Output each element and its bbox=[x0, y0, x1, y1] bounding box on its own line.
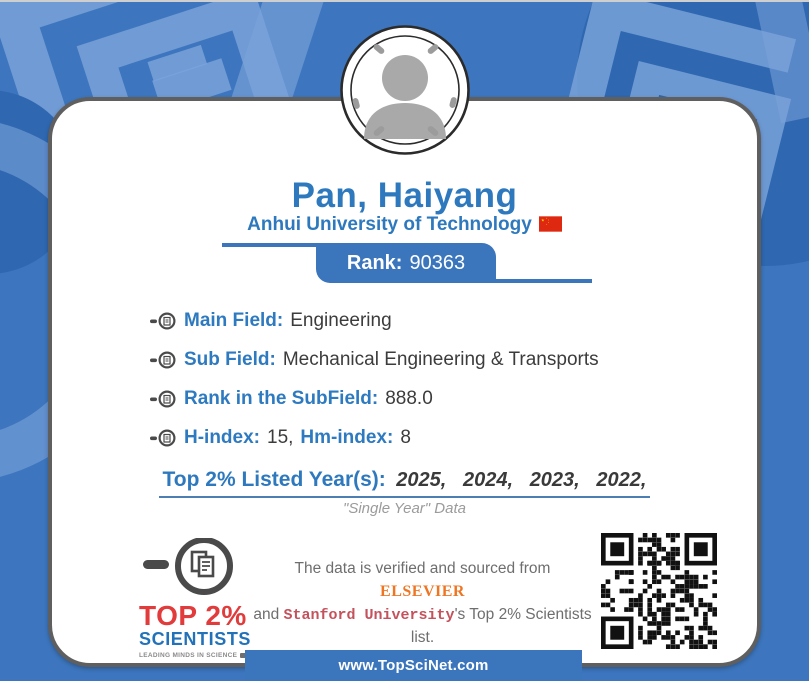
rank-label: Rank: bbox=[346, 251, 403, 274]
avatar bbox=[339, 24, 471, 156]
scientist-name: Pan, Haiyang bbox=[291, 176, 518, 215]
qr-code bbox=[601, 533, 717, 649]
field-value: 8 bbox=[400, 426, 411, 448]
doc-magnifier-icon bbox=[150, 350, 176, 370]
elsevier-brand: ELSEVIER bbox=[380, 583, 465, 601]
single-year-note: "Single Year" Data bbox=[343, 500, 466, 517]
verification-line-1: The data is verified and sourced from ELSEVIER bbox=[294, 560, 551, 601]
rank-ribbon-line-right bbox=[494, 279, 592, 283]
rank-value: 90363 bbox=[409, 251, 466, 274]
field-label: Hm-index: bbox=[300, 426, 394, 448]
field-label: Main Field: bbox=[184, 309, 284, 331]
institution-line bbox=[48, 214, 761, 236]
doc-magnifier-icon bbox=[150, 389, 176, 409]
person-icon bbox=[339, 24, 471, 156]
field-label: Rank in the SubField: bbox=[184, 387, 379, 409]
logo-tagline: LEADING MINDS IN SCIENCE bbox=[139, 652, 251, 659]
magnifier-documents-icon bbox=[141, 538, 241, 600]
listed-years-label: Top 2% Listed Year(s): bbox=[162, 468, 386, 491]
field-row-sub-field bbox=[150, 347, 599, 372]
field-row-subfield-rank bbox=[150, 386, 599, 411]
logo-scientists-text: SCIENTISTS bbox=[139, 629, 252, 649]
footer-bar bbox=[245, 650, 582, 681]
china-flag-icon bbox=[539, 216, 562, 232]
field-value: 888.0 bbox=[385, 387, 433, 409]
fields-list bbox=[150, 308, 599, 464]
stanford-brand: Stanford University bbox=[283, 606, 455, 624]
logo-top2-text: TOP 2% bbox=[139, 600, 247, 631]
top2-scientists-logo bbox=[139, 538, 251, 659]
institution-name: Anhui University of Technology bbox=[247, 214, 532, 235]
rank-ribbon-line-left bbox=[222, 243, 322, 247]
verification-text bbox=[250, 558, 595, 649]
verification-line-2: and Stanford University's Top 2% Scientists list. bbox=[253, 605, 592, 646]
doc-magnifier-icon bbox=[150, 428, 176, 448]
top-edge-strip bbox=[0, 0, 809, 2]
website-url: www.TopSciNet.com bbox=[338, 657, 489, 674]
field-row-main-field bbox=[150, 308, 599, 333]
field-value: Engineering bbox=[290, 309, 392, 331]
listed-years bbox=[48, 468, 761, 498]
field-label: H-index: bbox=[184, 426, 260, 448]
field-value: Mechanical Engineering & Transports bbox=[282, 348, 599, 370]
listed-years-values: 2025, 2024, 2023, 2022, bbox=[396, 469, 647, 491]
rank-banner bbox=[316, 243, 496, 283]
field-label: Sub Field: bbox=[184, 348, 276, 370]
doc-magnifier-icon bbox=[150, 311, 176, 331]
field-row-h-index bbox=[150, 425, 599, 450]
field-value: 15, bbox=[267, 426, 294, 448]
